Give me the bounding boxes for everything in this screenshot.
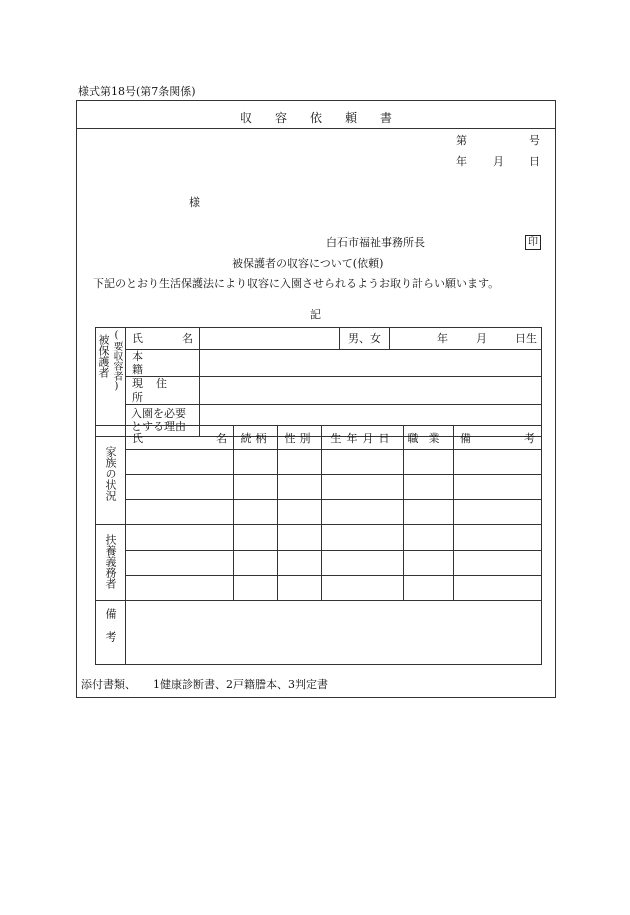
remarks-value-cell[interactable] <box>126 601 542 665</box>
ki-label: 記 <box>310 308 321 321</box>
supporter-cell[interactable] <box>322 525 404 551</box>
col-occupation-header: 職業 <box>404 426 454 450</box>
date-month: 月 <box>493 155 504 168</box>
domicile-label: 本籍 <box>132 350 181 377</box>
family-cell[interactable] <box>278 450 322 475</box>
family-cell[interactable] <box>322 500 404 525</box>
protected-person-group-cell <box>96 328 126 437</box>
date-year: 年 <box>456 155 467 168</box>
family-cell[interactable] <box>322 450 404 475</box>
col-relation-header: 続柄 <box>234 426 278 450</box>
family-cell[interactable] <box>404 500 454 525</box>
address-value-cell[interactable] <box>200 377 542 404</box>
family-cell[interactable] <box>234 475 278 500</box>
family-cell[interactable] <box>234 450 278 475</box>
name-label-1: 氏 <box>132 331 143 345</box>
birthdate-cell[interactable] <box>390 328 542 350</box>
supporter-cell[interactable] <box>278 576 322 601</box>
supporter-row <box>96 576 542 601</box>
supporter-row <box>96 551 542 576</box>
attachments-items: 1健康診断書、2戸籍謄本、3判定書 <box>153 678 328 691</box>
col-gender-header: 性別 <box>278 426 322 450</box>
supporter-cell[interactable] <box>234 576 278 601</box>
supporter-cell[interactable] <box>126 525 234 551</box>
reason-label-line1: 入園を必要 <box>131 407 186 421</box>
supporter-cell[interactable] <box>126 551 234 576</box>
supporter-cell[interactable] <box>454 525 542 551</box>
doc-number-suffix: 号 <box>529 134 540 147</box>
family-row <box>96 450 542 475</box>
supporter-cell[interactable] <box>278 551 322 576</box>
family-row <box>96 475 542 500</box>
domicile-value-cell[interactable] <box>200 350 542 377</box>
address-label: 現住所 <box>132 377 180 404</box>
gender-options: 男、女 <box>348 331 381 345</box>
col-name-1: 氏 <box>132 431 143 445</box>
protected-person-label: 被保護者 <box>97 334 110 378</box>
supporter-cell[interactable] <box>234 551 278 576</box>
gender-cell[interactable] <box>340 328 390 350</box>
family-cell[interactable] <box>454 450 542 475</box>
col-remarks-1: 備 <box>460 431 471 445</box>
subject: 被保護者の収容について(依頼) <box>232 257 384 270</box>
supporter-cell[interactable] <box>278 525 322 551</box>
title-row <box>77 101 555 129</box>
supporter-cell[interactable] <box>404 525 454 551</box>
address-label-cell <box>126 377 200 404</box>
family-cell[interactable] <box>278 500 322 525</box>
col-remarks-2: 考 <box>524 431 535 445</box>
doc-number-prefix: 第 <box>456 134 467 147</box>
family-cell[interactable] <box>454 475 542 500</box>
family-cell[interactable] <box>404 450 454 475</box>
col-name-2: 名 <box>216 431 227 445</box>
col-birthdate-header: 生年月日 <box>322 426 404 450</box>
domicile-label-cell <box>126 350 200 377</box>
page-title: 収容依頼書 <box>239 111 415 125</box>
supporter-group-cell <box>96 525 126 601</box>
col-name-header <box>126 426 234 450</box>
reason-label-line2: とする理由 <box>131 420 186 434</box>
seal-mark: 印 <box>525 235 541 250</box>
remarks-label: 備考 <box>104 608 117 654</box>
family-cell[interactable] <box>454 500 542 525</box>
supporter-cell[interactable] <box>322 551 404 576</box>
col-remarks-header <box>454 426 542 450</box>
supporter-cell[interactable] <box>404 576 454 601</box>
body-text: 下記のとおり生活保護法により収容に入園させられるようお取り計らい願います。 <box>93 277 500 290</box>
family-cell[interactable] <box>126 500 234 525</box>
supporter-cell[interactable] <box>454 576 542 601</box>
form-number: 様式第18号(第7条関係) <box>78 85 196 98</box>
name-value-cell[interactable] <box>200 328 340 350</box>
protected-person-sublabel: (要収容者) <box>111 330 122 392</box>
family-cell[interactable] <box>234 500 278 525</box>
family-cell[interactable] <box>278 475 322 500</box>
birth-year-label: 年 <box>437 331 448 345</box>
supporter-cell[interactable] <box>454 551 542 576</box>
birth-month-label: 月 <box>476 331 487 345</box>
attachments-label: 添付書類、 <box>81 678 136 691</box>
family-row <box>96 500 542 525</box>
family-table <box>95 425 542 665</box>
family-label: 家族の状況 <box>104 446 117 501</box>
name-label-2: 名 <box>182 331 193 345</box>
date-day: 日 <box>529 155 540 168</box>
birth-day-label: 日生 <box>515 331 537 345</box>
protected-person-table <box>95 327 542 437</box>
supporter-label: 扶養義務者 <box>104 533 117 589</box>
supporter-cell[interactable] <box>322 576 404 601</box>
family-group-cell <box>96 426 126 525</box>
addressee-suffix: 様 <box>189 196 200 209</box>
family-cell[interactable] <box>126 450 234 475</box>
family-cell[interactable] <box>404 475 454 500</box>
remarks-label-cell <box>96 601 126 665</box>
family-cell[interactable] <box>126 475 234 500</box>
supporter-cell[interactable] <box>234 525 278 551</box>
name-label-cell <box>126 328 200 350</box>
sender: 白石市福祉事務所長 <box>326 236 425 249</box>
family-cell[interactable] <box>322 475 404 500</box>
supporter-cell[interactable] <box>126 576 234 601</box>
supporter-cell[interactable] <box>404 551 454 576</box>
